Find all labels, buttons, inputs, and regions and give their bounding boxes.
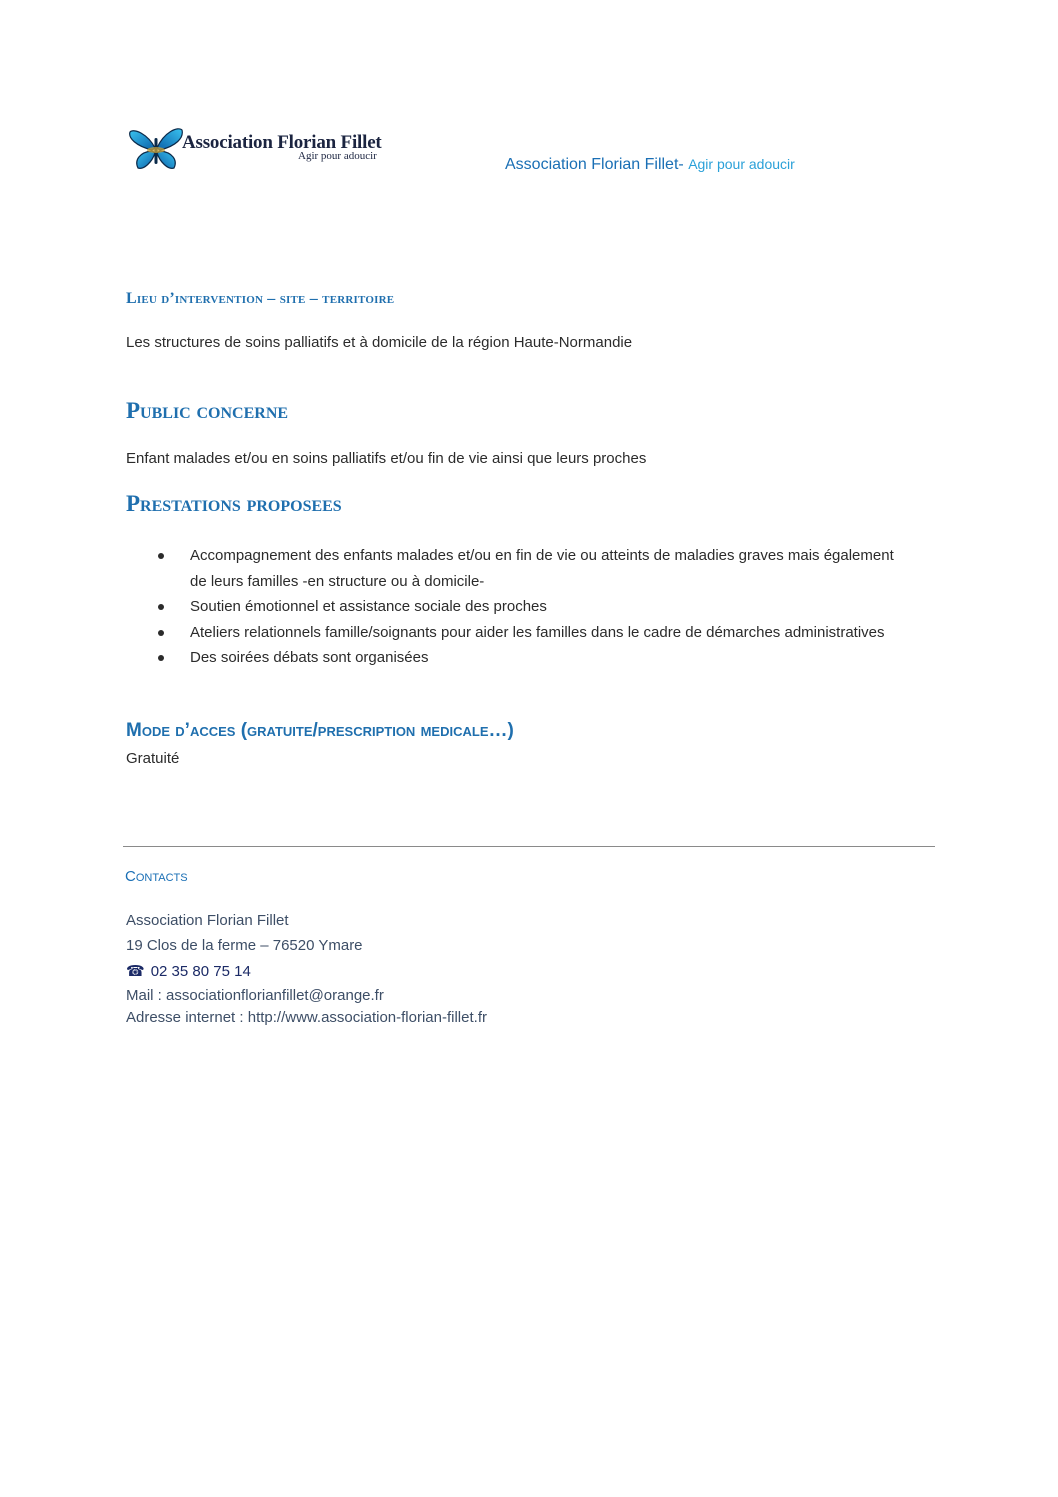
list-item-text: Accompagnement des enfants malades et/ou en fin de vie ou atteints de maladies graves mais également de leurs familles -en structure ou à domicile- — [190, 547, 894, 590]
logo-title: Association Florian Fillet — [182, 132, 382, 153]
section-title-prestations: Prestations proposees — [126, 491, 342, 516]
contact-phone[interactable]: 02 35 80 75 14 — [150, 963, 251, 980]
section-text-lieu: Les structures de soins palliatifs et à domicile de la région Haute-Normandie — [126, 334, 633, 351]
contact-address: 19 Clos de la ferme – 76520 Ymare — [126, 937, 363, 954]
list-item-text: Soutien émotionnel et assistance sociale des proches — [190, 598, 547, 615]
phone-icon: ☎ — [126, 963, 145, 980]
bullet-icon — [158, 553, 164, 559]
contact-phone-line — [126, 962, 251, 980]
contact-website[interactable]: Adresse internet : http://www.association-florian-fillet.fr — [126, 1009, 487, 1026]
list-item — [126, 543, 906, 594]
prestations-list — [126, 543, 906, 671]
bullet-icon — [158, 630, 164, 636]
bullet-icon — [158, 604, 164, 610]
section-text-acces: Gratuité — [126, 750, 180, 767]
header-tagline: Agir pour adoucir — [688, 156, 795, 172]
list-item-text: Ateliers relationnels famille/soignants pour aider les familles dans le cadre de démarches administratives — [190, 623, 885, 641]
section-title-acces: Mode d’acces (gratuite/prescription medicale…) — [126, 720, 514, 741]
association-logo — [128, 126, 388, 174]
section-title-lieu: Lieu d’intervention – site – territoire — [126, 290, 395, 307]
bullet-icon — [158, 655, 164, 661]
list-item-text: Des soirées débats sont organisées — [190, 649, 429, 666]
horizontal-divider — [123, 846, 935, 847]
list-item — [126, 594, 906, 620]
logo-subtitle: Agir pour adoucir — [298, 150, 377, 162]
contact-name: Association Florian Fillet — [126, 912, 289, 929]
list-item — [126, 645, 906, 671]
section-text-public: Enfant malades et/ou en soins palliatifs et/ou fin de vie ainsi que leurs proches — [126, 450, 647, 467]
butterfly-logo-icon — [128, 126, 184, 172]
list-item — [126, 620, 906, 646]
contact-mail[interactable]: Mail : associationflorianfillet@orange.fr — [126, 987, 384, 1004]
header-name: Association Florian Fillet- — [505, 156, 684, 173]
contacts-title: Contacts — [125, 868, 188, 885]
section-title-public: Public concerne — [126, 398, 289, 423]
header-association-name — [505, 156, 795, 174]
